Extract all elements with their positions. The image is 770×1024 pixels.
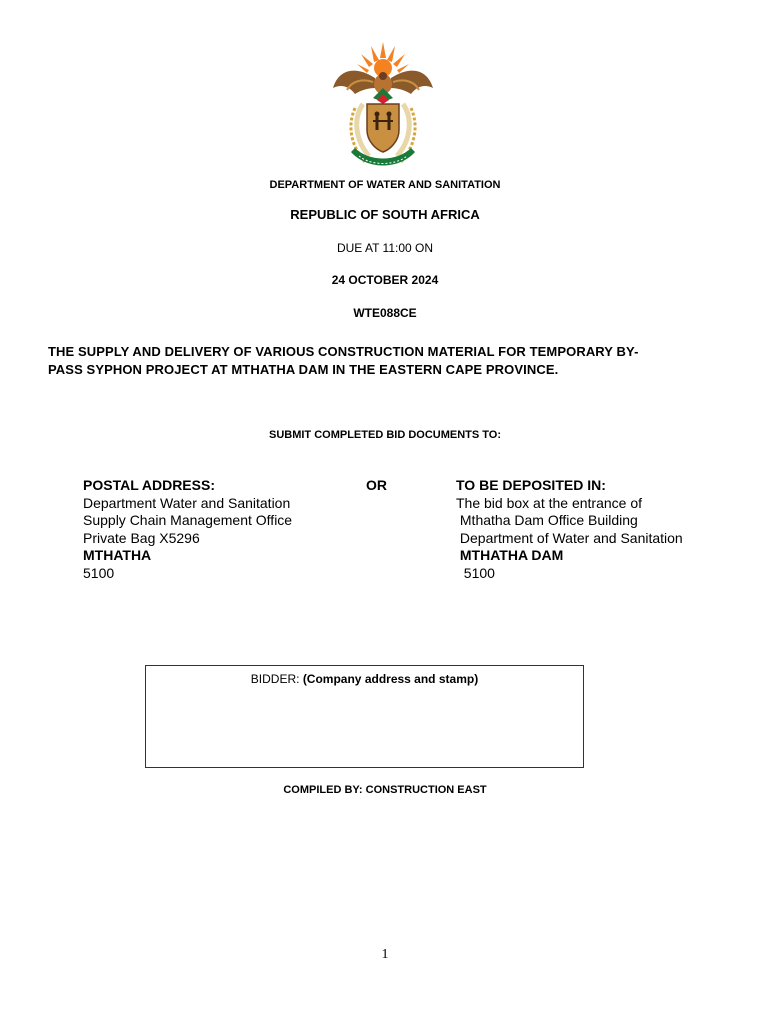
deposit-address-code: 5100 <box>456 564 495 581</box>
compiled-by: COMPILED BY: CONSTRUCTION EAST <box>283 784 487 796</box>
postal-address-block <box>83 477 383 582</box>
due-date: 24 OCTOBER 2024 <box>331 273 439 287</box>
postal-address-line: Supply Chain Management Office <box>83 512 293 528</box>
bidder-stamp-box <box>145 665 584 768</box>
postal-address-heading: POSTAL ADDRESS: <box>83 477 215 493</box>
deposit-address-line: The bid box at the entrance of <box>456 494 643 511</box>
bidder-label <box>146 672 583 686</box>
bidder-label-note: (Company address and stamp) <box>302 672 479 686</box>
deposit-address-heading: TO BE DEPOSITED IN: <box>456 477 606 493</box>
project-title <box>48 343 738 379</box>
deposit-address-city: MTHATHA DAM <box>456 547 564 563</box>
bid-reference-number: WTE088CE <box>353 306 417 320</box>
deposit-address-line: Mthatha Dam Office Building <box>456 512 638 528</box>
deposit-address-block <box>456 477 756 582</box>
or-separator: OR <box>366 477 387 493</box>
due-time-label: DUE AT 11:00 ON <box>336 241 434 255</box>
postal-address-city: MTHATHA <box>83 547 152 563</box>
postal-address-line: Department Water and Sanitation <box>83 494 291 511</box>
country-heading: REPUBLIC OF SOUTH AFRICA <box>290 207 480 222</box>
postal-address-line: Private Bag X5296 <box>83 529 200 546</box>
department-heading: DEPARTMENT OF WATER AND SANITATION <box>269 179 501 191</box>
postal-address-code: 5100 <box>83 564 115 581</box>
bidder-label-text: BIDDER: <box>250 672 303 686</box>
project-title-line-1: THE SUPPLY AND DELIVERY OF VARIOUS CONSTRUCTION MATERIAL FOR TEMPORARY BY- <box>48 344 639 359</box>
project-title-line-2: PASS SYPHON PROJECT AT MTHATHA DAM IN THE EASTERN CAPE PROVINCE. <box>48 362 559 377</box>
coat-of-arms-icon <box>327 38 439 172</box>
submit-instruction: SUBMIT COMPLETED BID DOCUMENTS TO: <box>268 429 501 441</box>
page-number: 1 <box>381 947 389 962</box>
deposit-address-line: Department of Water and Sanitation <box>456 529 683 546</box>
